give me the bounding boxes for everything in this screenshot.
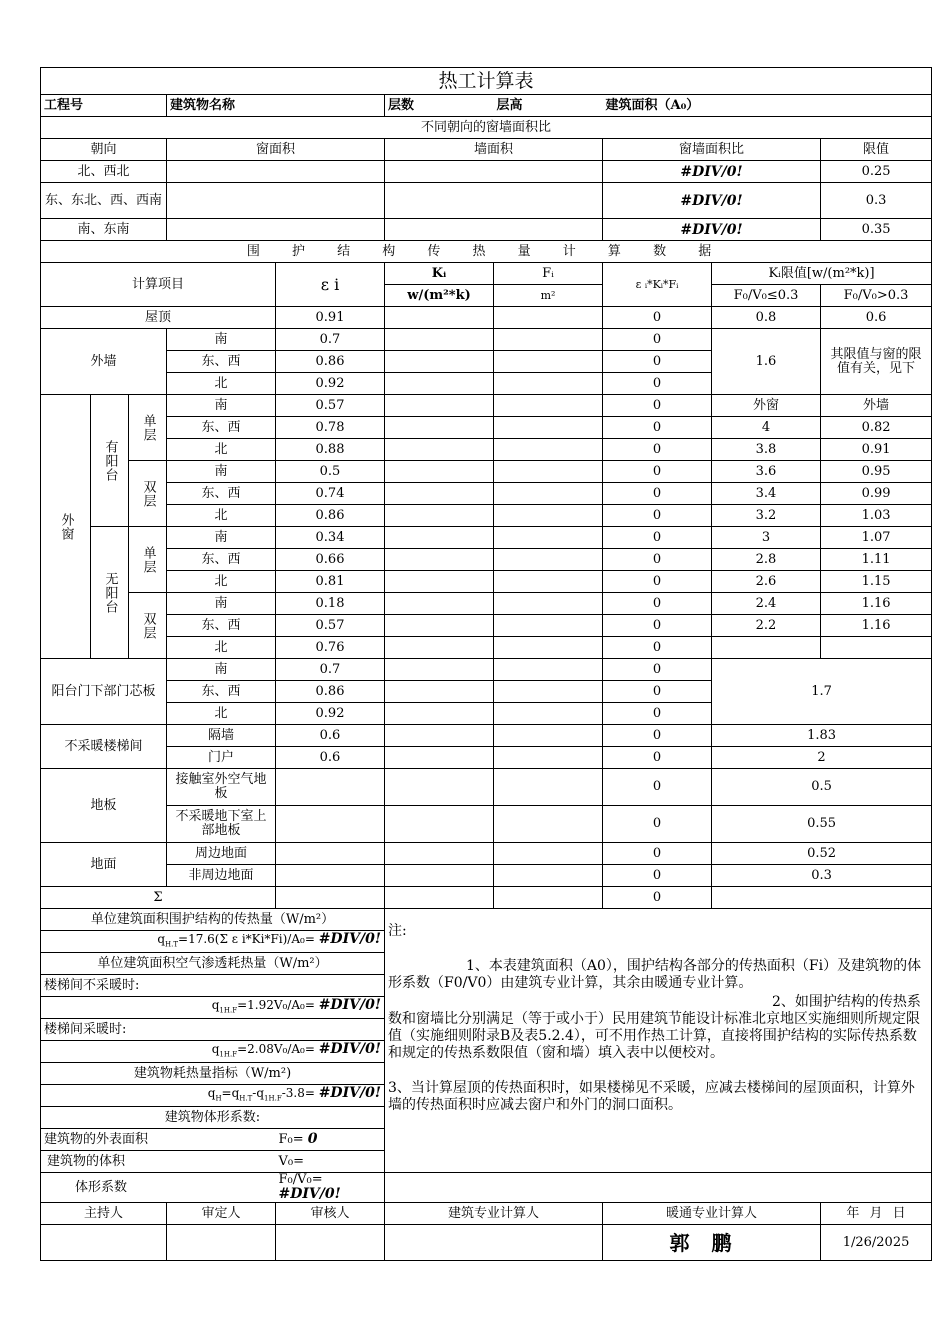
fi-input[interactable] <box>494 549 603 571</box>
orientation: 北 <box>167 373 276 395</box>
product-value: 0 <box>603 505 712 527</box>
product-value: 0 <box>603 637 712 659</box>
wwr-limit: 0.25 <box>821 161 932 183</box>
wwr-orient: 北、西北 <box>41 161 167 183</box>
limit-value: 1.83 <box>712 725 932 747</box>
fi-input[interactable] <box>494 725 603 747</box>
fi-input[interactable] <box>494 637 603 659</box>
product-value: 0 <box>603 769 712 806</box>
fi-input[interactable] <box>494 659 603 681</box>
limit-value: 2.2 <box>712 615 821 637</box>
product-value: 0 <box>603 843 712 865</box>
ground-part: 周边地面 <box>167 843 276 865</box>
formula-q1hf-heated: $q_{1H.F}=2.08V_0/A_0=$ #DIV/0! <box>41 1041 385 1063</box>
outer-area-label: 建筑物的外表面积 <box>41 1129 276 1151</box>
floor-label: 地板 <box>41 769 167 843</box>
orientation: 东、西 <box>167 351 276 373</box>
host-sign[interactable] <box>41 1225 167 1261</box>
limit-value: 1.03 <box>821 505 932 527</box>
date-value: 1/26/2025 <box>821 1225 932 1261</box>
wwr-wall-area[interactable] <box>385 161 603 183</box>
eps-value: 0.81 <box>276 571 385 593</box>
wall-limit-b: 其限值与窗的限值有关，见下 <box>821 329 932 395</box>
sum-limit <box>712 887 932 909</box>
eps-value: 0.86 <box>276 351 385 373</box>
limit-value: 0.6 <box>821 307 932 329</box>
notes-bottom <box>385 1173 932 1203</box>
limit-value: 3.8 <box>712 439 821 461</box>
product-value: 0 <box>603 307 712 329</box>
roof-label: 屋顶 <box>41 307 276 329</box>
orientation: 南 <box>167 329 276 351</box>
product-value: 0 <box>603 527 712 549</box>
ki-input[interactable] <box>385 806 494 843</box>
single-layer-label: 单层 <box>129 527 167 593</box>
eps-value <box>276 769 385 806</box>
stair-unheated-label: 楼梯间不采暖时: <box>41 975 385 997</box>
product-value: 0 <box>603 373 712 395</box>
eps-value: 0.7 <box>276 329 385 351</box>
fi-input[interactable] <box>494 681 603 703</box>
wwr-orient: 南、东南 <box>41 219 167 241</box>
ki-input[interactable] <box>385 439 494 461</box>
limit-value: 1.16 <box>821 593 932 615</box>
eps-value: 0.34 <box>276 527 385 549</box>
fi-input[interactable] <box>494 439 603 461</box>
product-value: 0 <box>603 483 712 505</box>
ki-input[interactable] <box>385 417 494 439</box>
ki-input[interactable] <box>385 769 494 806</box>
eps-value <box>276 865 385 887</box>
eps-value: 0.92 <box>276 703 385 725</box>
wwr-ratio: #DIV/0! <box>603 161 821 183</box>
ki-input[interactable] <box>385 615 494 637</box>
wwr-window-area[interactable] <box>167 161 385 183</box>
eps-value: 0.74 <box>276 483 385 505</box>
eps-value: 0.57 <box>276 615 385 637</box>
eps-header: ε i <box>276 263 385 307</box>
ki-input[interactable] <box>385 307 494 329</box>
product-value: 0 <box>603 806 712 843</box>
eps-value <box>276 843 385 865</box>
limit-value: 0.8 <box>712 307 821 329</box>
sum-eps <box>276 887 385 909</box>
orientation: 南 <box>167 395 276 417</box>
product-value: 0 <box>603 865 712 887</box>
eps-value: 0.7 <box>276 659 385 681</box>
fi-input[interactable] <box>494 461 603 483</box>
f0-field[interactable]: F₀= 0 <box>276 1129 385 1151</box>
eps-value: 0.86 <box>276 505 385 527</box>
double-layer-label: 双层 <box>129 593 167 659</box>
orientation: 东、西 <box>167 681 276 703</box>
eps-value: 0.5 <box>276 461 385 483</box>
without-balcony-label: 无阳台 <box>91 527 129 659</box>
ground-label: 地面 <box>41 843 167 887</box>
fi-input[interactable] <box>494 527 603 549</box>
sum-label: Σ <box>41 887 276 909</box>
wall-label: 外墙 <box>41 329 167 395</box>
v0-field[interactable]: V₀= <box>276 1151 385 1173</box>
stair-part: 门户 <box>167 747 276 769</box>
fi-input[interactable] <box>494 769 603 806</box>
thermal-calc-sheet <box>40 67 932 1261</box>
double-layer-label: 双层 <box>129 461 167 527</box>
eps-value: 0.86 <box>276 681 385 703</box>
orientation: 北 <box>167 439 276 461</box>
sum-fi <box>494 887 603 909</box>
formula-qh: $q_H=q_{H.T}-q_{1H.F}-3.8=$ #DIV/0! <box>41 1085 385 1107</box>
ki-header: Kᵢ <box>385 263 494 285</box>
ki-input[interactable] <box>385 681 494 703</box>
shape-factor-title: 建筑物体形系数: <box>41 1107 385 1129</box>
approver-label: 审定人 <box>167 1203 276 1225</box>
orientation: 北 <box>167 505 276 527</box>
orientation: 南 <box>167 461 276 483</box>
product-value: 0 <box>603 725 712 747</box>
limit-col-a: F₀/V₀≤0.3 <box>712 285 821 307</box>
product-value: 0 <box>603 461 712 483</box>
stair-label: 不采暖楼梯间 <box>41 725 167 769</box>
eps-value: 0.76 <box>276 637 385 659</box>
wwr-col-window: 窗面积 <box>167 139 385 161</box>
ki-input[interactable] <box>385 351 494 373</box>
limit-value: 3.6 <box>712 461 821 483</box>
fi-input[interactable] <box>494 373 603 395</box>
limit-header: Kᵢ限值[w/(m²*k)] <box>712 263 932 285</box>
fi-input[interactable] <box>494 843 603 865</box>
limit-value: 0.3 <box>712 865 932 887</box>
product-value: 0 <box>603 593 712 615</box>
fi-input[interactable] <box>494 615 603 637</box>
fi-input[interactable] <box>494 395 603 417</box>
product-value: 0 <box>603 681 712 703</box>
wwr-limit: 0.3 <box>821 183 932 219</box>
fi-input[interactable] <box>494 747 603 769</box>
product-value: 0 <box>603 615 712 637</box>
eps-value: 0.57 <box>276 395 385 417</box>
fi-header: Fᵢ <box>494 263 603 285</box>
limit-value <box>712 637 821 659</box>
wwr-ratio: #DIV/0! <box>603 183 821 219</box>
limit-value: 0.82 <box>821 417 932 439</box>
eps-value <box>276 806 385 843</box>
product-value: 0 <box>603 439 712 461</box>
product-value: 0 <box>603 395 712 417</box>
wwr-col-orient: 朝向 <box>41 139 167 161</box>
product-value: 0 <box>603 351 712 373</box>
limit-value: 1.07 <box>821 527 932 549</box>
note-3: 3、当计算屋顶的传热面积时，如果楼梯见不采暖，应减去楼梯间的屋顶面积，计算外墙的传热面积时应减去窗户和外门的洞口面积。 <box>388 1080 915 1113</box>
wwr-col-limit: 限值 <box>821 139 932 161</box>
fi-input[interactable] <box>494 571 603 593</box>
note-2: 2、如围护结构的传热系数和窗墙比分别满足（等于或小于）民用建筑节能设计标准北京地区实施细则所规定限值（实施细则附录B及表5.2.4），可不用作热工计算，直接将围护结构的实际传热系数和规定的传热系数限值（窗和墙）填入表中以便校对。 <box>388 994 921 1061</box>
note-1: 1、本表建筑面积（A0），围护结构各部分的传热面积（Fi）及建筑物的体形系数（F0/V0）由建筑专业计算，其余由暖通专业计算。 <box>388 958 922 991</box>
wwr-col-wall: 墙面积 <box>385 139 603 161</box>
orientation: 东、西 <box>167 417 276 439</box>
orientation: 南 <box>167 527 276 549</box>
window-col-a: 外窗 <box>712 395 821 417</box>
wwr-col-ratio: 窗墙面积比 <box>603 139 821 161</box>
ki-input[interactable] <box>385 527 494 549</box>
notes-block <box>385 909 932 1173</box>
sum-value: 0 <box>603 887 712 909</box>
limit-value: 2.8 <box>712 549 821 571</box>
wwr-title: 不同朝向的窗墙面积比 <box>41 117 932 139</box>
fi-input[interactable] <box>494 865 603 887</box>
orientation: 东、西 <box>167 615 276 637</box>
fi-input[interactable] <box>494 329 603 351</box>
limit-value: 0.99 <box>821 483 932 505</box>
fi-input[interactable] <box>494 351 603 373</box>
product-value: 0 <box>603 417 712 439</box>
arch-calc-label: 建筑专业计算人 <box>385 1203 603 1225</box>
limit-value: 0.91 <box>821 439 932 461</box>
ki-input[interactable] <box>385 483 494 505</box>
hvac-sign[interactable]: 郭鹏 <box>603 1225 821 1261</box>
ki-input[interactable] <box>385 571 494 593</box>
fi-unit: m² <box>494 285 603 307</box>
eps-value: 0.91 <box>276 307 385 329</box>
building-name-label: 建筑物名称 <box>167 95 385 117</box>
ki-input[interactable] <box>385 865 494 887</box>
floors-label: 层数 <box>385 95 494 117</box>
fi-input[interactable] <box>494 417 603 439</box>
limit-value: 2 <box>712 747 932 769</box>
sum-ki <box>385 887 494 909</box>
limit-value: 3 <box>712 527 821 549</box>
stair-part: 隔墙 <box>167 725 276 747</box>
orientation: 北 <box>167 703 276 725</box>
product-header: ε ᵢ*Kᵢ*Fᵢ <box>603 263 712 307</box>
date-label: 年 月 日 <box>821 1203 932 1225</box>
formula-q1hf-unheated: $q_{1H.F}=1.92V_0/A_0=$ #DIV/0! <box>41 997 385 1019</box>
volume-label: 建筑物的体积 <box>41 1151 276 1173</box>
ki-input[interactable] <box>385 395 494 417</box>
ki-input[interactable] <box>385 549 494 571</box>
product-value: 0 <box>603 659 712 681</box>
summary-index: 建筑物耗热量指标（W/m²) <box>41 1063 385 1085</box>
limit-value: 1.16 <box>821 615 932 637</box>
ki-input[interactable] <box>385 329 494 351</box>
orientation: 南 <box>167 593 276 615</box>
wwr-ratio: #DIV/0! <box>603 219 821 241</box>
fi-input[interactable] <box>494 806 603 843</box>
fi-input[interactable] <box>494 505 603 527</box>
limit-value: 1.11 <box>821 549 932 571</box>
wall-limit-a: 1.6 <box>712 329 821 395</box>
ki-unit: w/(m²*k) <box>385 285 494 307</box>
fi-input[interactable] <box>494 703 603 725</box>
eps-value: 0.6 <box>276 725 385 747</box>
hvac-calc-label: 暖通专业计算人 <box>603 1203 821 1225</box>
ki-input[interactable] <box>385 373 494 395</box>
limit-value: 2.6 <box>712 571 821 593</box>
limit-value: 0.55 <box>712 806 932 843</box>
approver-sign[interactable] <box>167 1225 276 1261</box>
orientation: 北 <box>167 571 276 593</box>
wwr-orient: 东、东北、西、西南 <box>41 183 167 219</box>
host-label: 主持人 <box>41 1203 167 1225</box>
calc-item-header: 计算项目 <box>41 263 276 307</box>
eps-value: 0.78 <box>276 417 385 439</box>
ki-input[interactable] <box>385 747 494 769</box>
limit-value: 0.5 <box>712 769 932 806</box>
wwr-window-area[interactable] <box>167 183 385 219</box>
limit-value: 4 <box>712 417 821 439</box>
orientation: 东、西 <box>167 483 276 505</box>
fi-input[interactable] <box>494 307 603 329</box>
calc-title: 围 护 结 构 传 热 量 计 算 数 据 <box>41 241 932 263</box>
single-layer-label: 单层 <box>129 395 167 461</box>
checker-label: 审核人 <box>276 1203 385 1225</box>
balcony-door-label: 阳台门下部门芯板 <box>41 659 167 725</box>
window-label: 外窗 <box>41 395 91 659</box>
orientation: 南 <box>167 659 276 681</box>
limit-value: 3.4 <box>712 483 821 505</box>
stair-heated-label: 楼梯间采暖时: <box>41 1019 385 1041</box>
eps-value: 0.18 <box>276 593 385 615</box>
window-col-b: 外墙 <box>821 395 932 417</box>
eps-value: 0.92 <box>276 373 385 395</box>
arch-sign[interactable] <box>385 1225 603 1261</box>
limit-value <box>821 637 932 659</box>
notes-head: 注: <box>388 923 407 939</box>
summary-heat-transfer: 单位建筑面积围护结构的传热量（W/m²） <box>41 909 385 931</box>
product-value: 0 <box>603 329 712 351</box>
calc-table <box>40 67 932 1261</box>
limit-value: 0.52 <box>712 843 932 865</box>
product-value: 0 <box>603 747 712 769</box>
wwr-limit: 0.35 <box>821 219 932 241</box>
shape-factor-label: 体形系数 <box>41 1173 276 1203</box>
ki-input[interactable] <box>385 637 494 659</box>
formula-qht: $q_{H.T}=17.6(\Sigma$ ε i*Ki*Fi)/A₀= #DIV/0! <box>41 931 385 953</box>
limit-value: 3.2 <box>712 505 821 527</box>
product-value: 0 <box>603 549 712 571</box>
page-title: 热工计算表 <box>41 68 932 95</box>
summary-infiltration: 单位建筑面积空气渗透耗热量（W/m²） <box>41 953 385 975</box>
with-balcony-label: 有阳台 <box>91 395 129 527</box>
wwr-wall-area[interactable] <box>385 219 603 241</box>
fi-input[interactable] <box>494 483 603 505</box>
limit-value: 1.15 <box>821 571 932 593</box>
shape-factor-value: F₀/V₀= #DIV/0! <box>276 1173 385 1203</box>
floor-part: 接触室外空气地板 <box>167 769 276 806</box>
eps-value: 0.6 <box>276 747 385 769</box>
ki-input[interactable] <box>385 461 494 483</box>
fi-input[interactable] <box>494 593 603 615</box>
floor-part: 不采暖地下室上部地板 <box>167 806 276 843</box>
door-limit: 1.7 <box>712 659 932 725</box>
wwr-window-area[interactable] <box>167 219 385 241</box>
limit-col-b: F₀/V₀>0.3 <box>821 285 932 307</box>
wwr-wall-area[interactable] <box>385 183 603 219</box>
ki-input[interactable] <box>385 505 494 527</box>
ki-input[interactable] <box>385 593 494 615</box>
product-value: 0 <box>603 703 712 725</box>
ki-input[interactable] <box>385 725 494 747</box>
ki-input[interactable] <box>385 843 494 865</box>
product-value: 0 <box>603 571 712 593</box>
orientation: 东、西 <box>167 549 276 571</box>
ki-input[interactable] <box>385 703 494 725</box>
ki-input[interactable] <box>385 659 494 681</box>
area-label: 建筑面积（A₀） <box>603 95 932 117</box>
project-no-label: 工程号 <box>41 95 167 117</box>
orientation: 北 <box>167 637 276 659</box>
limit-value: 0.95 <box>821 461 932 483</box>
limit-value: 2.4 <box>712 593 821 615</box>
floor-height-label: 层高 <box>494 95 603 117</box>
ground-part: 非周边地面 <box>167 865 276 887</box>
eps-value: 0.88 <box>276 439 385 461</box>
checker-sign[interactable] <box>276 1225 385 1261</box>
eps-value: 0.66 <box>276 549 385 571</box>
